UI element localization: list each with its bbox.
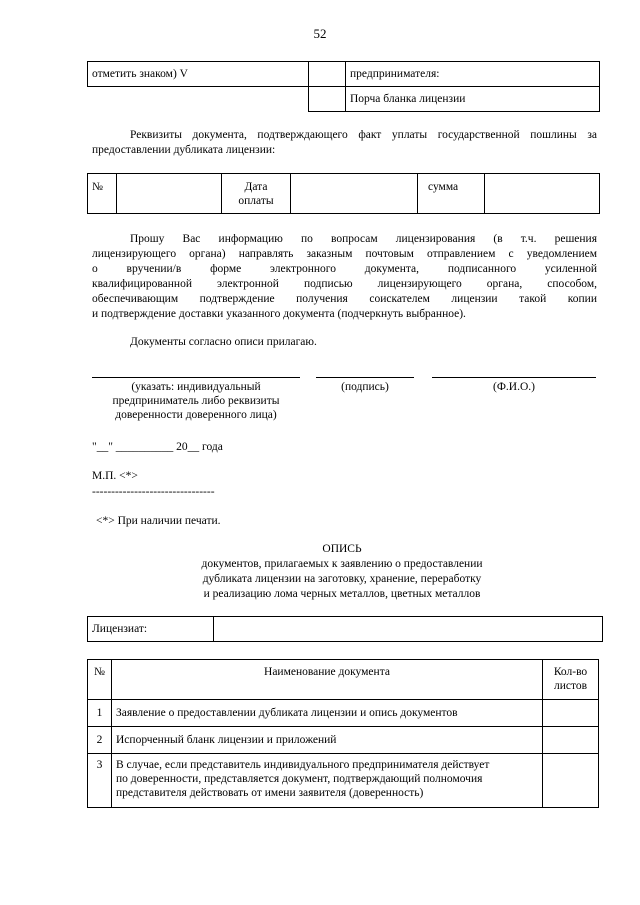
date-line: "__" __________ 20__ года [92,441,223,453]
doc-header-count-l2: листов [553,680,588,692]
inventory-sub2: дубликата лицензии на заготовку, хранение, переработку [202,573,482,585]
documents-table [87,659,599,808]
signature-middle-caption: (подпись) [341,381,389,393]
table-row [88,754,599,808]
doc-row-name-l3: представителя действовать от имени заявителя (доверенность) [116,787,424,799]
signature-left-l1: (указать: индивидуальный [131,381,261,393]
request-para-line2: лицензирующего органа) направлять заказным почтовым отправлением с уведомлением [92,248,597,260]
signature-left-l2: предприниматель либо реквизиты [112,395,280,407]
table-row [88,727,599,754]
top-table [87,61,600,112]
top-table-empty-left [88,87,309,112]
signature-line-middle [316,377,414,378]
dash-line: -------------------------------- [92,486,215,498]
signature-line-right [432,377,596,378]
payment-col-sum: сумма [418,174,485,214]
page-number: 52 [313,26,327,41]
doc-row-name-l2: по доверенности, представляется документ, подтверждающий полномочия [116,773,483,785]
payment-col-num: № [88,174,117,214]
doc-row-name: Испорченный бланк лицензии и приложений [112,727,543,754]
payment-para-line2: предоставлении дубликата лицензии: [92,144,276,156]
top-table-checkbox [309,87,346,112]
top-table-mark-cell [309,62,346,87]
doc-row-count [543,754,599,808]
doc-row-num: 1 [88,700,112,727]
request-para-line1: Прошу Вас информацию по вопросам лицензирования (в т.ч. решения [130,233,597,245]
inventory-sub3: и реализацию лома черных металлов, цветных металлов [203,588,481,600]
payment-col-date [222,174,291,214]
signature-left-l3: доверенности доверенного лица) [115,409,277,421]
top-table-damage-option: Порча бланка лицензии [346,87,600,112]
licensee-table [87,616,603,642]
doc-header-count-l1: Кол-во [553,666,588,678]
payment-table [87,173,600,214]
inventory-title: ОПИСЬ [322,543,362,555]
signature-left-caption [92,380,300,422]
payment-num-value [117,174,222,214]
doc-header-count [543,660,599,700]
doc-header-num: № [88,660,112,700]
payment-col-date-l2: оплаты [238,195,274,207]
doc-row-count [543,700,599,727]
payment-para-line1: Реквизиты документа, подтверждающего факт уплаты государственной пошлины за [130,129,597,141]
doc-row-name: Заявление о предоставлении дубликата лицензии и опись документов [112,700,543,727]
doc-row-count [543,727,599,754]
inventory-sub1: документов, прилагаемых к заявлению о предоставлении [201,558,483,570]
top-table-cell-left: отметить знаком) V [88,62,309,87]
doc-row-name-l1: В случае, если представитель индивидуального предпринимателя действует [116,759,490,771]
doc-header-name: Наименование документа [112,660,543,700]
signature-line-left [92,377,300,378]
payment-sum-value [485,174,600,214]
request-para-line4: квалифицированной электронной подписью лицензирующего органа, способом, [92,278,597,290]
signature-right-caption: (Ф.И.О.) [493,381,535,393]
attach-line: Документы согласно описи прилагаю. [130,336,317,348]
doc-row-name [112,754,543,808]
payment-date-value [291,174,418,214]
table-row [88,700,599,727]
footnote: <*> При наличии печати. [96,515,221,527]
request-para-line3: о вручении/в форме электронного документа, подписанного усиленной [92,263,597,275]
payment-col-date-l1: Дата [244,181,268,193]
stamp-label: М.П. <*> [92,470,138,482]
request-para-line5: обеспечивающим подтверждение получения соискателем лицензии такой копии [92,293,597,305]
doc-row-num: 3 [88,754,112,808]
licensee-label: Лицензиат: [88,617,214,642]
request-para-line6: и подтверждение доставки указанного документа (подчеркнуть выбранное). [92,308,466,320]
licensee-value [214,617,603,642]
doc-row-num: 2 [88,727,112,754]
top-table-cell-right: предпринимателя: [346,62,600,87]
